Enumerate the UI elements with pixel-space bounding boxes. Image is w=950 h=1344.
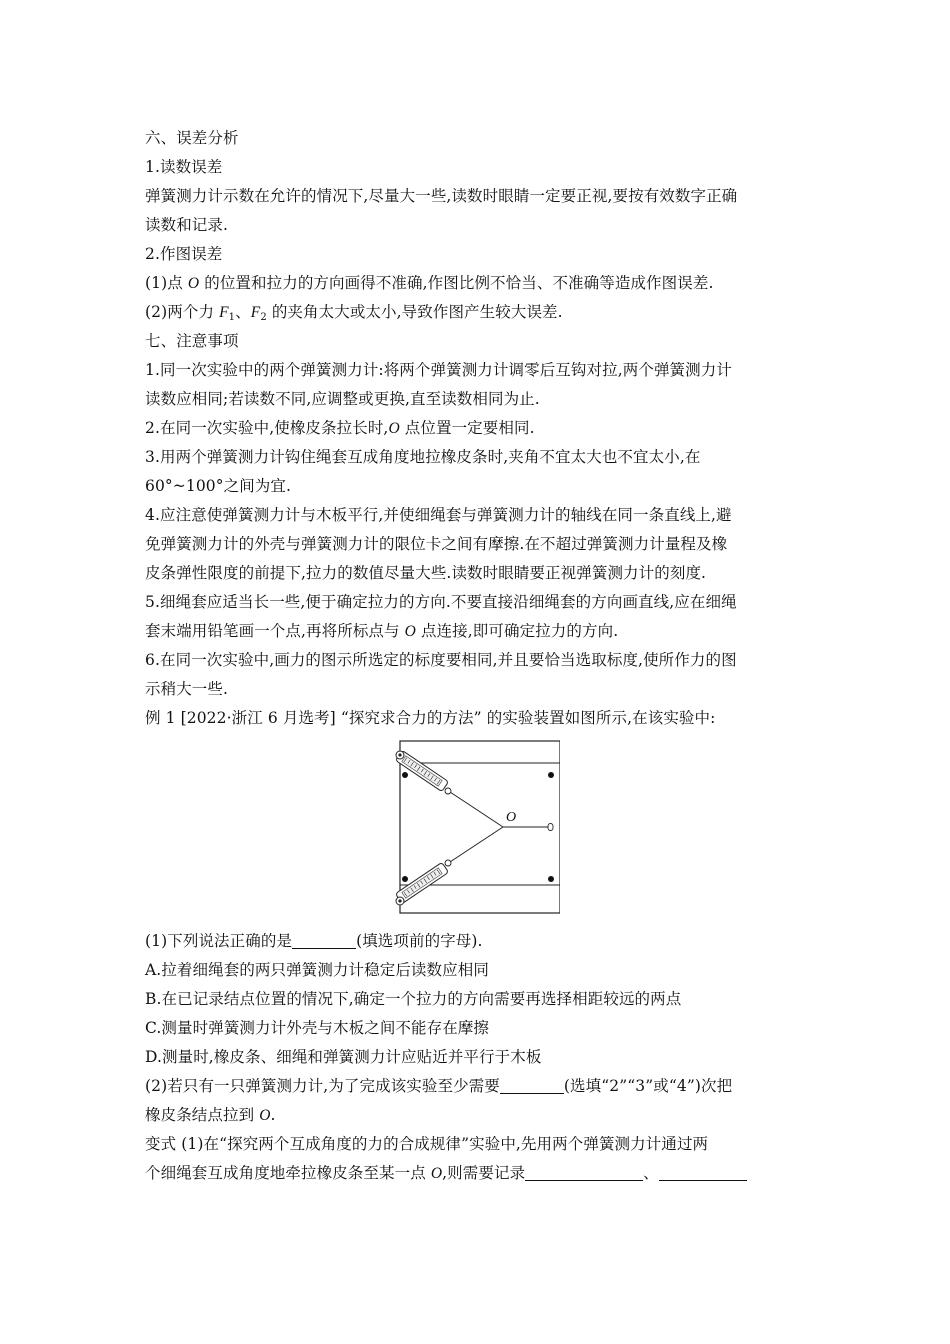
- example-intro: 例 1 [2022·浙江 6 月选考] “探究求合力的方法” 的实验装置如图所示,在该实验中:: [145, 709, 716, 727]
- paragraph-line: 读数应相同;若读数不同,应调整或更换,直至读数相同为止.: [145, 390, 540, 408]
- paragraph-line: 1.同一次实验中的两个弹簧测力计:将两个弹簧测力计调零后互钩对拉,两个弹簧测力计: [145, 361, 732, 379]
- variable-o: O: [187, 275, 200, 292]
- pin-top-right: [548, 772, 554, 778]
- answer-blank[interactable]: [659, 1163, 747, 1181]
- option-a: A.拉着细绳套的两只弹簧测力计稳定后读数应相同: [145, 961, 489, 979]
- variable-o: O: [259, 1107, 271, 1124]
- option-b: B.在已记录结点位置的情况下,确定一个拉力的方向需要再选择相距较远的两点: [145, 990, 682, 1008]
- paragraph-line: 读数和记录.: [145, 216, 229, 234]
- experiment-figure: [145, 735, 805, 923]
- paragraph-line: (2)两个力 $F_1$、$F_2$ 的夹角太大或太小,导致作图产生较大误差.: [145, 303, 563, 323]
- paragraph-line: 弹簧测力计示数在允许的情况下,尽量大一些,读数时眼睛一定要正视,要按有效数字正确: [145, 187, 738, 205]
- answer-blank[interactable]: [525, 1163, 643, 1181]
- paragraph-line: 5.细绳套应适当长一些,便于确定拉力的方向.不要直接沿细绳套的方向画直线,应在细绳: [145, 593, 737, 611]
- variable-f1: F: [219, 304, 229, 321]
- point-o-label: O: [506, 810, 517, 825]
- paragraph-line: 皮条弹性限度的前提下,拉力的数值尽量大些.读数时眼睛要正视弹簧测力计的刻度.: [145, 564, 707, 582]
- variable-o: O: [404, 623, 416, 640]
- paragraph-line: 3.用两个弹簧测力计钩住绳套互成角度地拉橡皮条时,夹角不宜太大也不宜太小,在: [145, 448, 701, 466]
- pin-top-left: [402, 772, 408, 778]
- string-lower: [450, 827, 503, 862]
- paragraph-line: 60°~100°之间为宜.: [145, 477, 292, 495]
- variable-o: O: [388, 420, 400, 437]
- section-heading-precautions: 七、注意事项: [145, 332, 239, 350]
- section-heading-error-analysis: 六、误差分析: [145, 129, 239, 147]
- question-1: (1)下列说法正确的是 (填选项前的字母).: [145, 932, 483, 950]
- apparatus-diagram: [388, 735, 560, 921]
- paragraph-line: (1)点 O 的位置和拉力的方向画得不准确,作图比例不恰当、不准确等造成作图误差.: [145, 274, 714, 292]
- paragraph-line: 6.在同一次实验中,画力的图示所选定的标度要相同,并且要恰当选取标度,使所作力的图: [145, 651, 737, 669]
- string-loop-upper: [445, 788, 451, 794]
- spring-balance-lower: [395, 862, 448, 903]
- variant-line: 变式 (1)在“探究两个互成角度的力的合成规律”实验中,先用两个弹簧测力计通过两: [145, 1135, 709, 1153]
- subheading-drawing-error: 2.作图误差: [145, 245, 223, 263]
- question-2-cont: 橡皮条结点拉到 O.: [145, 1106, 276, 1124]
- rubber-band-end: [548, 824, 553, 831]
- paragraph-line: 示稍大一些.: [145, 680, 229, 698]
- answer-blank[interactable]: [500, 1076, 564, 1094]
- subheading-reading-error: 1.读数误差: [145, 158, 223, 176]
- variable-o: O: [430, 1165, 443, 1182]
- paragraph-line: 套末端用铅笔画一个点,再将所标点与 O 点连接,即可确定拉力的方向.: [145, 622, 619, 640]
- variant-line: 个细绳套互成角度地牵拉橡皮条至某一点 O,则需要记录 、: [145, 1159, 805, 1188]
- paragraph-line: 免弹簧测力计的外壳与弹簧测力计的限位卡之间有摩擦.在不超过弹簧测力计量程及橡: [145, 535, 728, 553]
- option-c: C.测量时弹簧测力计外壳与木板之间不能存在摩擦: [145, 1019, 490, 1037]
- option-d: D.测量时,橡皮条、细绳和弹簧测力计应贴近并平行于木板: [145, 1048, 542, 1066]
- string-upper: [450, 792, 503, 827]
- pin-bottom-right: [548, 876, 554, 882]
- paragraph-line: 4.应注意使弹簧测力计与木板平行,并使细绳套与弹簧测力计的轴线在同一条直线上,避: [145, 506, 732, 524]
- variable-f2: F: [250, 304, 261, 321]
- paragraph-line: 2.在同一次实验中,使橡皮条拉长时,O 点位置一定要相同.: [145, 419, 535, 437]
- string-loop-lower: [445, 860, 451, 866]
- document-page: [145, 124, 805, 1188]
- question-2: (2)若只有一只弹簧测力计,为了完成该实验至少需要 (选填“2”“3”或“4”)次把: [145, 1077, 733, 1095]
- pin-bottom-left: [402, 876, 408, 882]
- answer-blank[interactable]: [292, 931, 356, 949]
